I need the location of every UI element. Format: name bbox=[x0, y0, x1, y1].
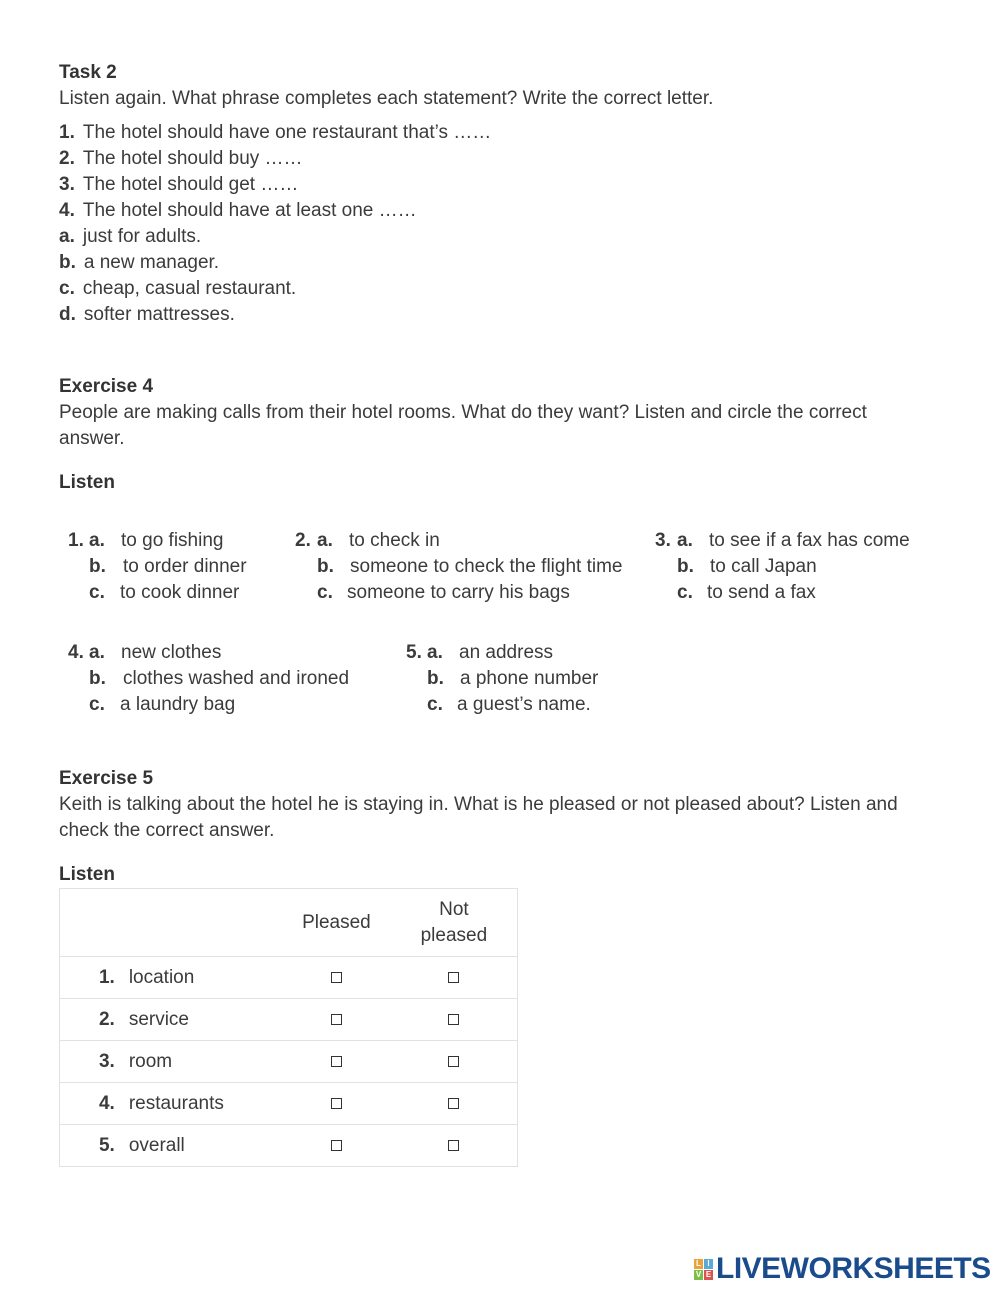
pleased-checkbox[interactable] bbox=[331, 972, 342, 983]
logo-mark-e: E bbox=[705, 1269, 712, 1279]
col-not-pleased-line1: Not bbox=[439, 898, 469, 920]
not-pleased-checkbox[interactable] bbox=[448, 1098, 459, 1109]
answer-option[interactable]: new clothes bbox=[121, 642, 222, 663]
liveworksheets-logo bbox=[694, 1254, 991, 1284]
option-letter: b. bbox=[89, 556, 106, 577]
not-pleased-cell bbox=[391, 1125, 518, 1167]
statement-label: c. bbox=[59, 278, 75, 299]
col-not-pleased-header bbox=[391, 889, 518, 957]
row-number: 3. bbox=[60, 1041, 115, 1083]
table-row bbox=[60, 957, 518, 999]
exercise4-heading: Exercise 4 bbox=[59, 376, 154, 397]
statement-label: 1. bbox=[59, 122, 75, 143]
row-number: 4. bbox=[60, 1083, 115, 1125]
statement-label: 2. bbox=[59, 148, 75, 169]
option-letter: c. bbox=[89, 582, 105, 603]
statement-text: cheap, casual restaurant. bbox=[82, 278, 297, 299]
option-letter: c. bbox=[427, 694, 443, 715]
statement-label: 3. bbox=[59, 174, 75, 195]
logo-mark-i: I bbox=[704, 1259, 713, 1269]
option-letter: c. bbox=[89, 694, 105, 715]
col-pleased-header: Pleased bbox=[282, 889, 391, 957]
answer-option[interactable]: a laundry bag bbox=[120, 694, 236, 715]
option-letter: b. bbox=[89, 668, 106, 689]
question-number: 3. bbox=[655, 530, 671, 551]
answer-option[interactable]: to see if a fax has come bbox=[709, 530, 910, 551]
row-number: 1. bbox=[60, 957, 115, 999]
statement-text: The hotel should have one restaurant that’s …… bbox=[82, 122, 492, 143]
exercise5-table bbox=[59, 888, 518, 1167]
answer-option[interactable]: to cook dinner bbox=[120, 582, 240, 603]
pleased-checkbox[interactable] bbox=[331, 1140, 342, 1151]
option-letter: a. bbox=[677, 530, 693, 551]
task2-statement bbox=[59, 276, 296, 302]
answer-option[interactable]: to check in bbox=[349, 530, 440, 551]
table-row bbox=[60, 1041, 518, 1083]
table-row bbox=[60, 1125, 518, 1167]
answer-option[interactable]: to send a fax bbox=[707, 582, 816, 603]
option-letter: a. bbox=[317, 530, 333, 551]
not-pleased-checkbox[interactable] bbox=[448, 1140, 459, 1151]
answer-option[interactable]: someone to check the flight time bbox=[350, 556, 623, 577]
exercise4-instruction-line1: People are making calls from their hotel rooms. What do they want? Listen and circle the correct bbox=[59, 402, 867, 423]
task2-statement bbox=[59, 172, 298, 198]
option-letter: a. bbox=[89, 642, 105, 663]
option-letter: a. bbox=[427, 642, 443, 663]
statement-text: just for adults. bbox=[82, 226, 202, 247]
statement-text: softer mattresses. bbox=[83, 304, 235, 325]
not-pleased-cell bbox=[391, 957, 518, 999]
logo-mark-icon bbox=[694, 1259, 713, 1280]
statement-text: The hotel should have at least one …… bbox=[82, 200, 417, 221]
table-row bbox=[60, 1083, 518, 1125]
logo-text: LIVEWORKSHEETS bbox=[716, 1252, 991, 1285]
exercise5-listen-label: Listen bbox=[59, 864, 115, 885]
question-number: 5. bbox=[406, 642, 422, 663]
not-pleased-cell bbox=[391, 999, 518, 1041]
row-number: 5. bbox=[60, 1125, 115, 1167]
answer-option[interactable]: a guest’s name. bbox=[457, 694, 591, 715]
answer-option[interactable]: an address bbox=[459, 642, 554, 663]
question-number: 1. bbox=[68, 530, 84, 551]
row-item: service bbox=[115, 999, 282, 1041]
logo-mark-l: L bbox=[694, 1259, 703, 1269]
row-item: overall bbox=[115, 1125, 282, 1167]
col-not-pleased-line2: pleased bbox=[420, 924, 488, 946]
statement-text: a new manager. bbox=[83, 252, 220, 273]
pleased-cell bbox=[282, 957, 391, 999]
question-number: 2. bbox=[295, 530, 311, 551]
option-letter: b. bbox=[317, 556, 334, 577]
task2-statement bbox=[59, 120, 491, 146]
row-number: 2. bbox=[60, 999, 115, 1041]
pleased-checkbox[interactable] bbox=[331, 1014, 342, 1025]
exercise5-instruction-line1: Keith is talking about the hotel he is staying in. What is he pleased or not pleased about? Listen and bbox=[59, 794, 898, 815]
task2-statement bbox=[59, 198, 417, 224]
pleased-cell bbox=[282, 1041, 391, 1083]
task2-statement bbox=[59, 250, 219, 276]
answer-option[interactable]: to go fishing bbox=[121, 530, 224, 551]
answer-option[interactable]: to call Japan bbox=[710, 556, 817, 577]
exercise5-heading: Exercise 5 bbox=[59, 768, 154, 789]
table-row bbox=[60, 999, 518, 1041]
answer-option[interactable]: clothes washed and ironed bbox=[123, 668, 350, 689]
not-pleased-checkbox[interactable] bbox=[448, 1056, 459, 1067]
table-header-row bbox=[60, 889, 518, 957]
task2-heading: Task 2 bbox=[59, 62, 117, 83]
logo-mark-v: V bbox=[695, 1269, 702, 1279]
statement-text: The hotel should get …… bbox=[82, 174, 299, 195]
pleased-cell bbox=[282, 999, 391, 1041]
statement-label: 4. bbox=[59, 200, 75, 221]
exercise4-listen-label: Listen bbox=[59, 472, 115, 493]
statement-label: b. bbox=[59, 252, 76, 273]
not-pleased-cell bbox=[391, 1041, 518, 1083]
row-item: room bbox=[115, 1041, 282, 1083]
answer-option[interactable]: someone to carry his bags bbox=[347, 582, 570, 603]
task2-statement bbox=[59, 302, 235, 328]
row-item: restaurants bbox=[115, 1083, 282, 1125]
not-pleased-checkbox[interactable] bbox=[448, 972, 459, 983]
option-letter: c. bbox=[677, 582, 693, 603]
statement-label: d. bbox=[59, 304, 76, 325]
question-number: 4. bbox=[68, 642, 84, 663]
not-pleased-cell bbox=[391, 1083, 518, 1125]
task2-statement bbox=[59, 224, 201, 250]
answer-option[interactable]: a phone number bbox=[460, 668, 599, 689]
option-letter: b. bbox=[427, 668, 444, 689]
pleased-cell bbox=[282, 1125, 391, 1167]
statement-label: a. bbox=[59, 226, 75, 247]
pleased-checkbox[interactable] bbox=[331, 1056, 342, 1067]
statement-text: The hotel should buy …… bbox=[82, 148, 303, 169]
exercise4-instruction-line2: answer. bbox=[59, 428, 125, 449]
answer-option[interactable]: to order dinner bbox=[123, 556, 247, 577]
option-letter: c. bbox=[317, 582, 333, 603]
option-letter: b. bbox=[677, 556, 694, 577]
option-letter: a. bbox=[89, 530, 105, 551]
pleased-cell bbox=[282, 1083, 391, 1125]
not-pleased-checkbox[interactable] bbox=[448, 1014, 459, 1025]
task2-statement bbox=[59, 146, 303, 172]
task2-instruction: Listen again. What phrase completes each statement? Write the correct letter. bbox=[59, 88, 714, 109]
exercise5-instruction-line2: check the correct answer. bbox=[59, 820, 275, 841]
row-item: location bbox=[115, 957, 282, 999]
pleased-checkbox[interactable] bbox=[331, 1098, 342, 1109]
